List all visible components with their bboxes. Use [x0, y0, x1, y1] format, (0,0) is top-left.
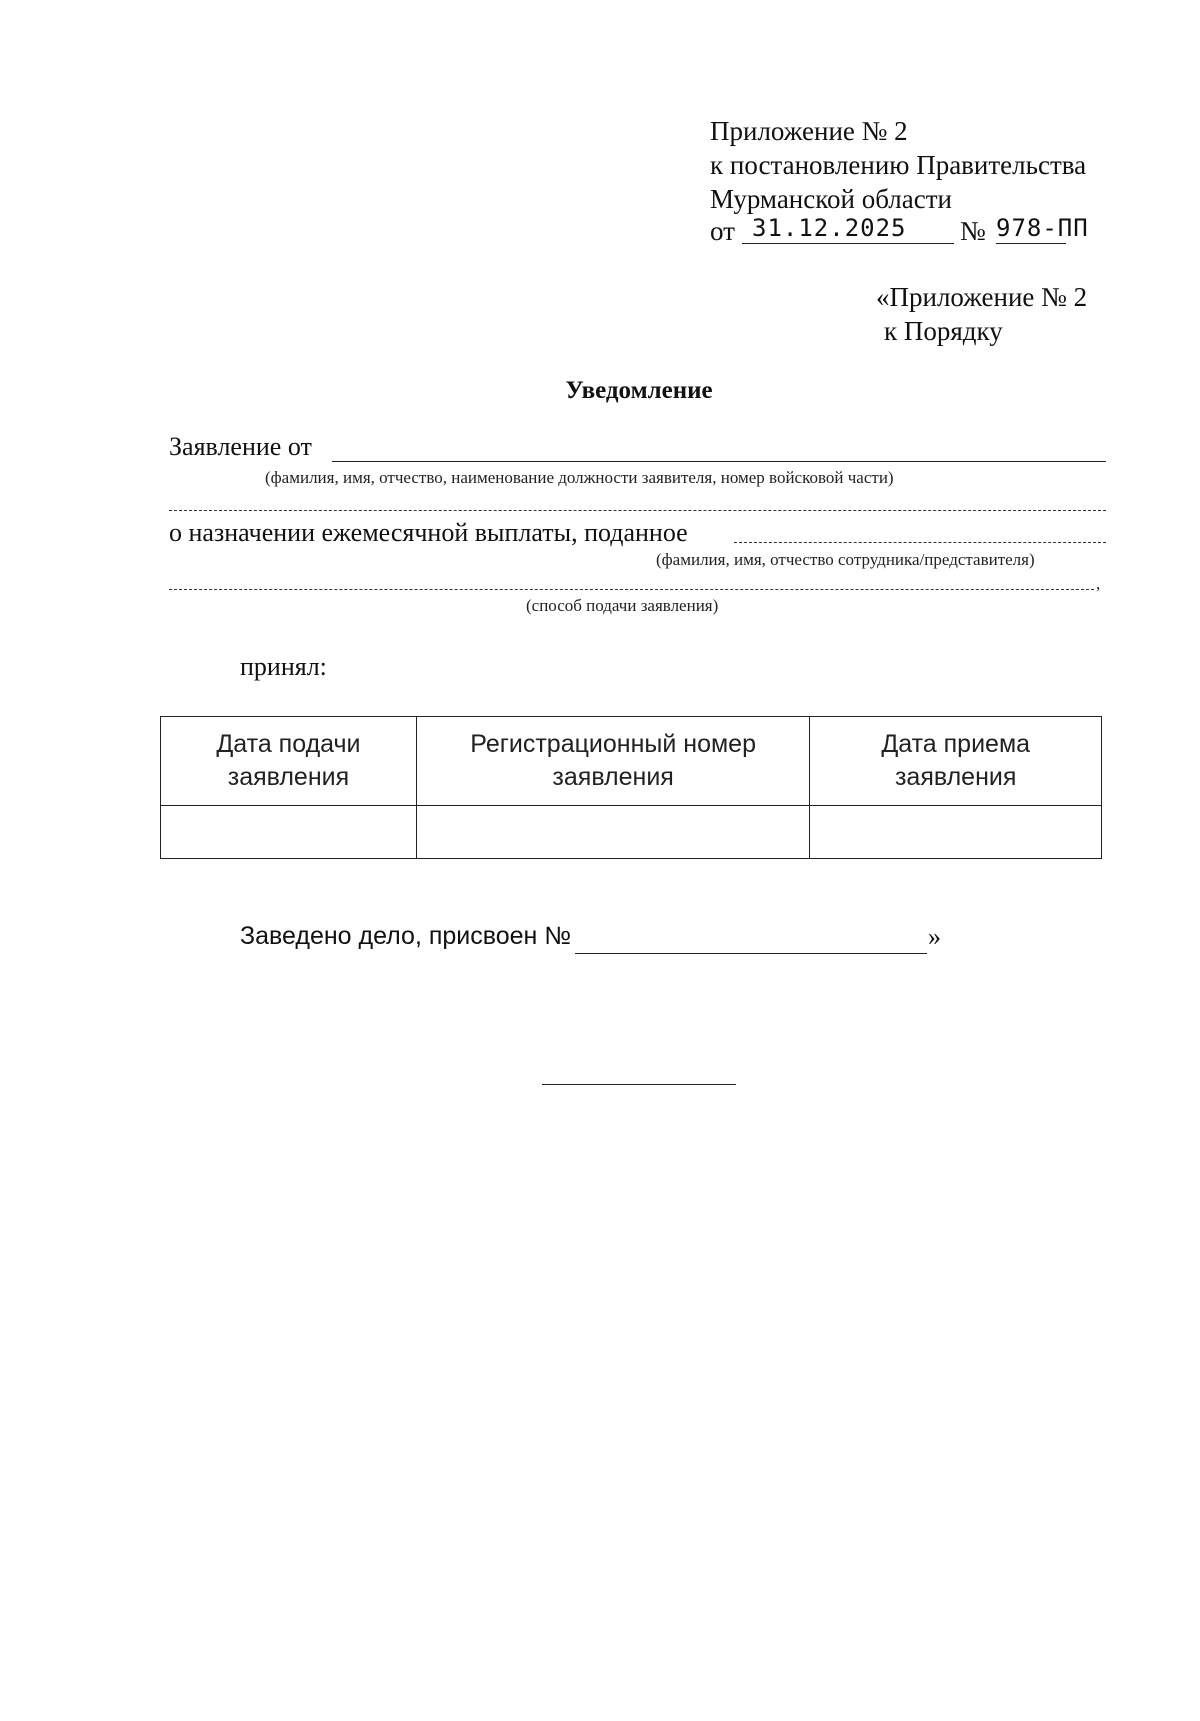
number-field — [996, 214, 1089, 244]
number-value: 978-ПП — [996, 214, 1089, 242]
number-prefix: № — [960, 216, 986, 246]
header-registration-number — [416, 717, 809, 806]
sub-appendix-line-1: «Приложение № 2 — [876, 282, 1088, 312]
header-cell-line: заявления — [227, 763, 350, 791]
date-field — [742, 214, 954, 244]
statement-from-label: Заявление от — [169, 432, 312, 461]
cell-registration-number[interactable] — [416, 806, 809, 859]
date-prefix: от — [710, 216, 735, 246]
appendix-line-3: Мурманской области — [710, 184, 952, 214]
closing-divider — [542, 1084, 736, 1085]
table-row — [161, 806, 1102, 859]
appendix-line-2: к постановлению Правительства — [710, 150, 1087, 180]
table-header-row — [161, 717, 1102, 806]
cell-acceptance-date[interactable] — [810, 806, 1102, 859]
header-cell-line: Дата приема — [881, 730, 1031, 758]
registration-table — [160, 716, 1102, 859]
assignment-hint: (фамилия, имя, отчество сотрудника/представителя) — [656, 550, 1035, 569]
submission-method-line[interactable] — [169, 589, 1094, 590]
statement-from-continuation-line[interactable] — [169, 510, 1106, 511]
submission-method-comma: , — [1096, 574, 1101, 593]
statement-from-line[interactable] — [332, 461, 1106, 462]
statement-from-hint: (фамилия, имя, отчество, наименование должности заявителя, номер войсковой части) — [265, 468, 894, 487]
header-cell-line: заявления — [552, 763, 674, 791]
accepted-label: принял: — [240, 652, 327, 681]
submission-method-hint: (способ подачи заявления) — [526, 596, 719, 615]
header-cell-line: заявления — [894, 763, 1017, 791]
cell-submission-date[interactable] — [161, 806, 417, 859]
assignment-label: о назначении ежемесячной выплаты, поданное — [169, 518, 688, 547]
case-closing-quote: » — [928, 922, 941, 951]
sub-appendix-line-2: к Порядку — [884, 316, 1003, 346]
assignment-line[interactable] — [734, 542, 1106, 543]
case-number-line[interactable] — [575, 953, 927, 954]
appendix-date-line — [710, 214, 735, 248]
date-value: 31.12.2025 — [752, 214, 907, 242]
header-cell-line: Регистрационный номер — [470, 730, 756, 758]
header-acceptance-date — [810, 717, 1102, 806]
case-label: Заведено дело, присвоен № — [240, 922, 572, 950]
header-submission-date — [161, 717, 417, 806]
header-cell-line: Дата подачи — [216, 730, 361, 758]
appendix-line-1: Приложение № 2 — [710, 116, 908, 146]
document-title: Уведомление — [565, 377, 713, 404]
